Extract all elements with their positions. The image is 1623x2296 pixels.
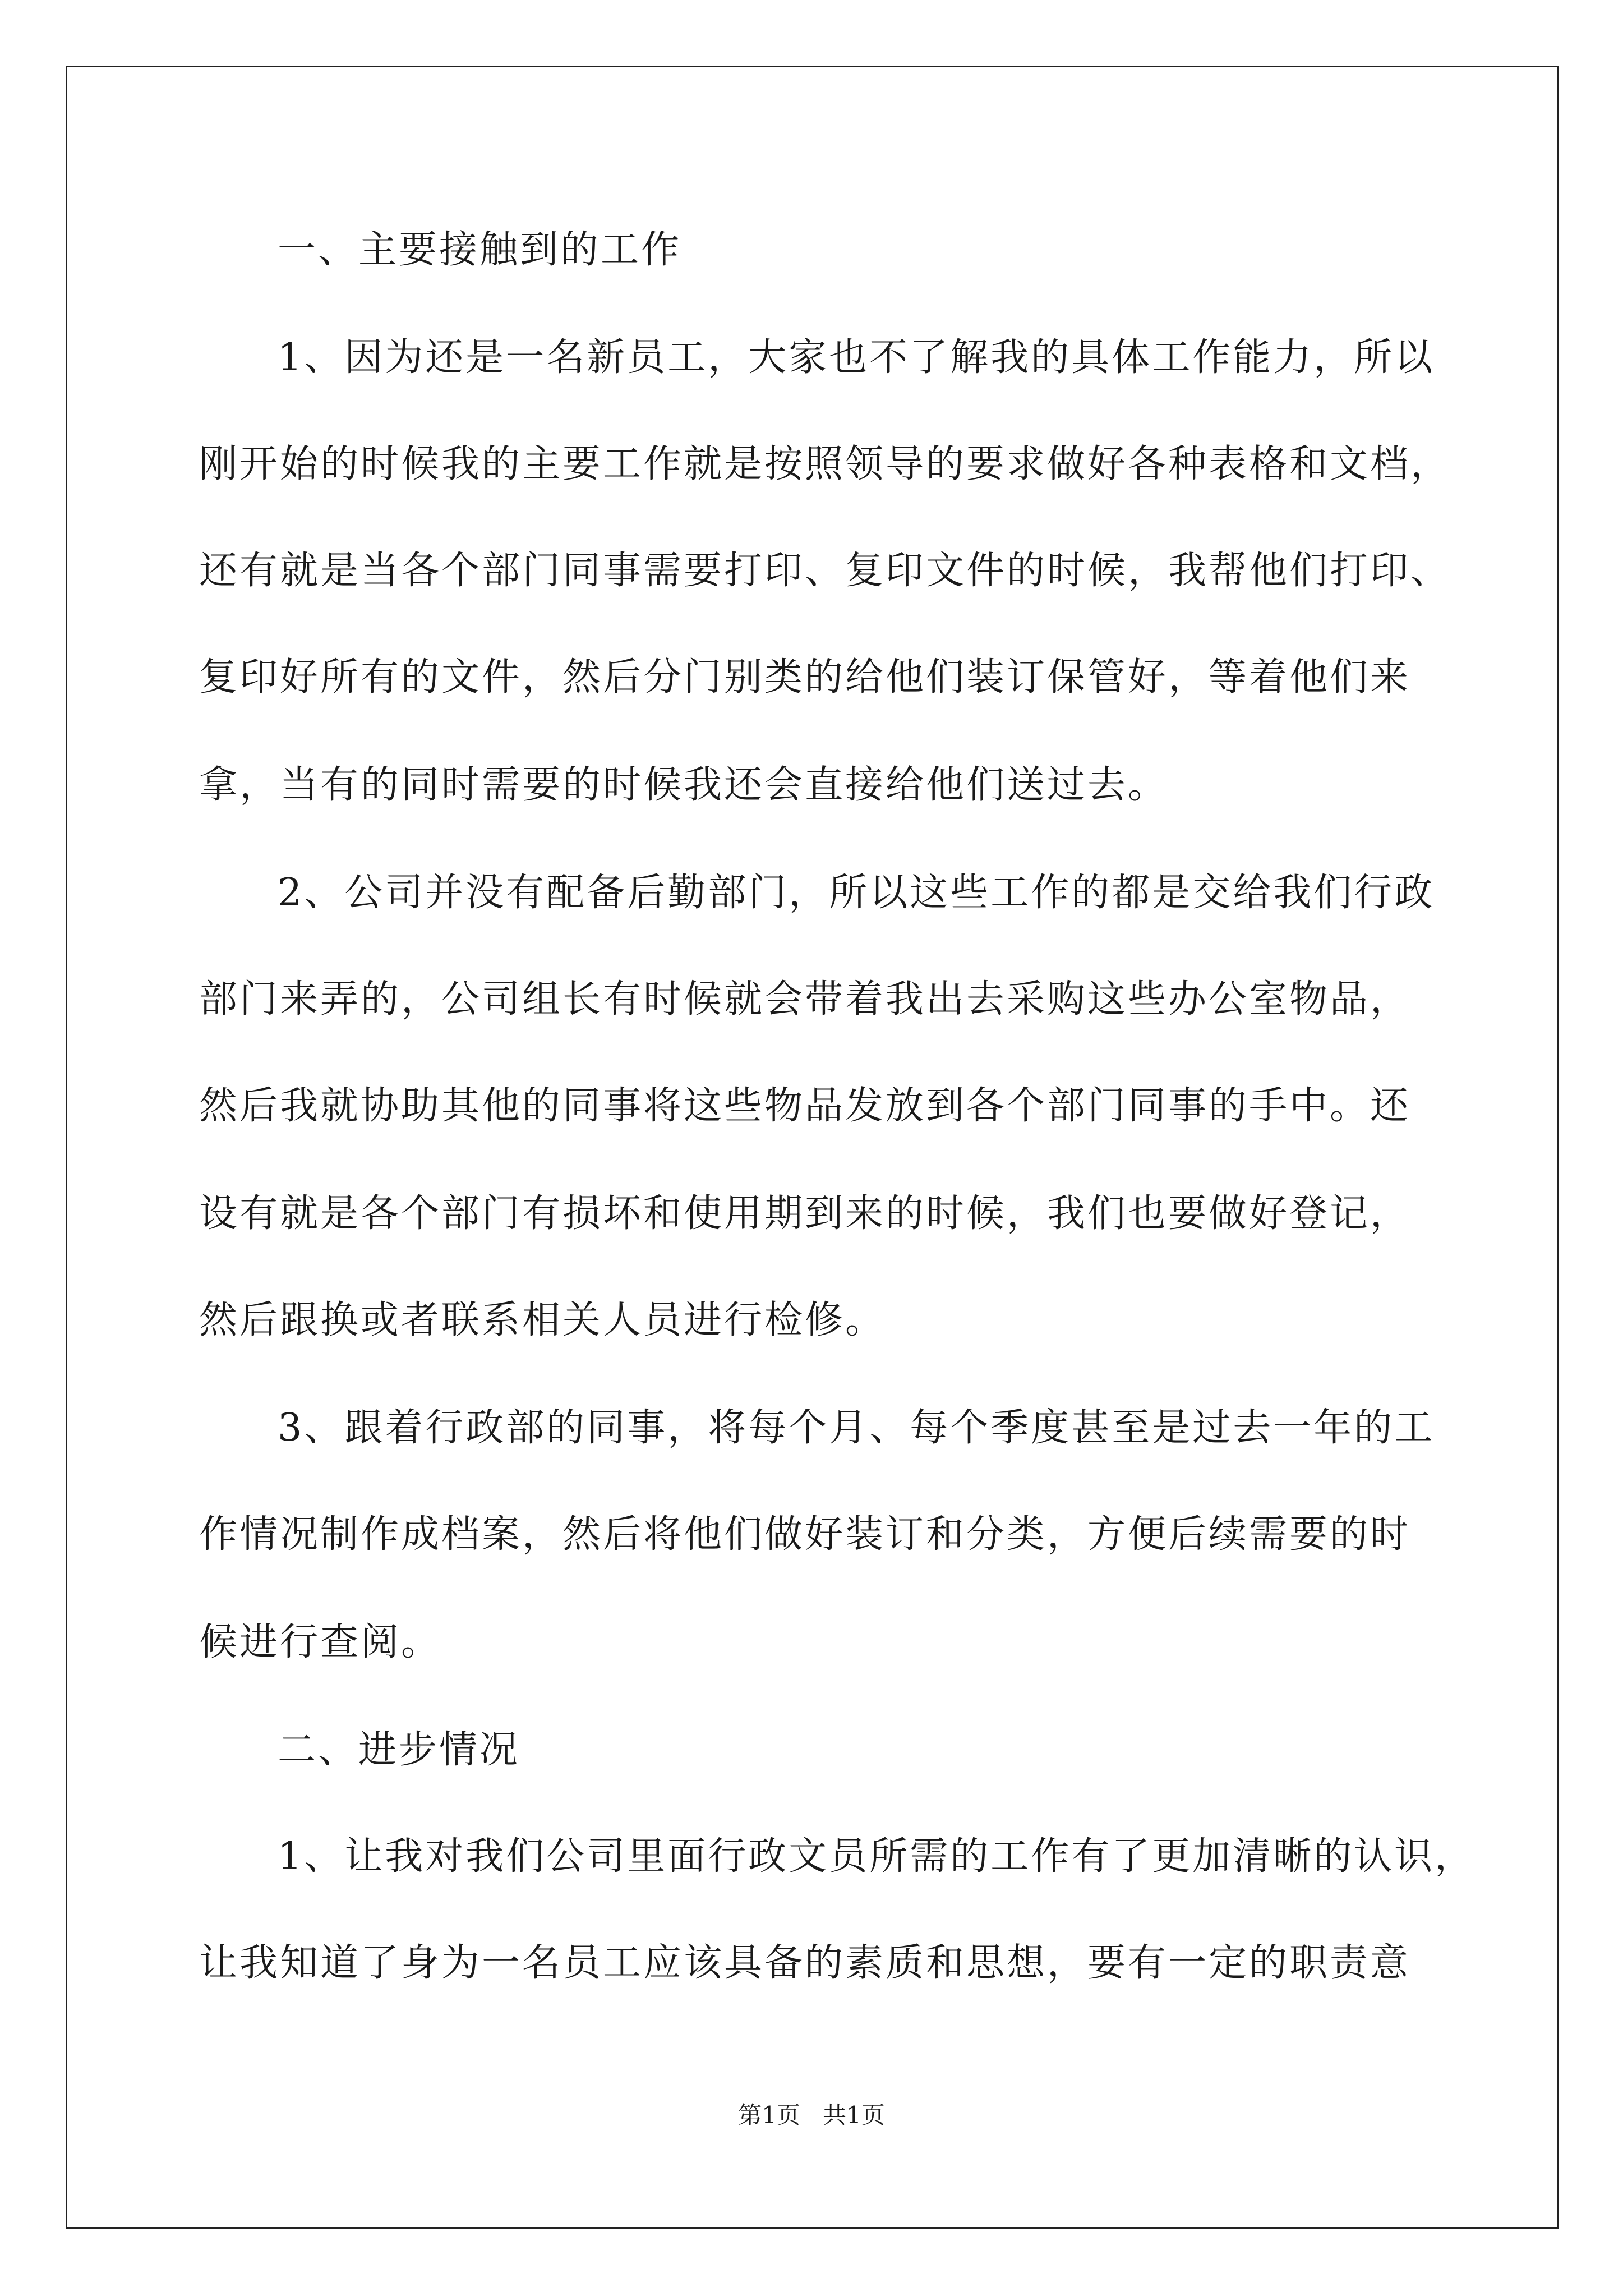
page-border xyxy=(66,66,1559,2229)
paragraph-3-line-2: 作情况制作成档案，然后将他们做好装订和分类，方便后续需要的时 xyxy=(199,1512,1411,1557)
paragraph-2-line-3: 然后我就协助其他的同事将这些物品发放到各个部门同事的手中。还 xyxy=(199,1084,1411,1128)
paragraph-2-line-1: 2、公司并没有配备后勤部门，所以这些工作的都是交给我们行政 xyxy=(278,871,1435,915)
paragraph-3-line-3: 候进行查阅。 xyxy=(199,1620,442,1664)
paragraph-3-line-1: 3、跟着行政部的同事，将每个月、每个季度甚至是过去一年的工 xyxy=(278,1406,1435,1450)
paragraph-2-line-4: 设有就是各个部门有损坏和使用期到来的时候，我们也要做好登记， xyxy=(199,1191,1411,1236)
paragraph-1-line-1: 1、因为还是一名新员工，大家也不了解我的具体工作能力，所以 xyxy=(278,335,1435,380)
paragraph-1-line-5: 拿，当有的同时需要的时候我还会直接给他们送过去。 xyxy=(199,763,1169,807)
paragraph-4-line-2: 让我知道了身为一名员工应该具备的素质和思想，要有一定的职责意 xyxy=(199,1941,1411,1985)
paragraph-4-line-1: 1、让我对我们公司里面行政文员所需的工作有了更加清晰的认识， xyxy=(278,1834,1476,1879)
paragraph-2-line-5: 然后跟换或者联系相关人员进行检修。 xyxy=(199,1298,886,1342)
paragraph-1-line-2: 刚开始的时候我的主要工作就是按照领导的要求做好各种表格和文档， xyxy=(199,442,1451,486)
paragraph-1-line-3: 还有就是当各个部门同事需要打印、复印文件的时候，我帮他们打印、 xyxy=(199,549,1451,593)
heading-main-work: 一、主要接触到的工作 xyxy=(278,228,682,272)
page-number-footer: 第1页 共1页 xyxy=(738,2101,885,2129)
paragraph-2-line-2: 部门来弄的，公司组长有时候就会带着我出去采购这些办公室物品， xyxy=(199,977,1411,1022)
paragraph-1-line-4: 复印好所有的文件，然后分门别类的给他们装订保管好，等着他们来 xyxy=(199,655,1411,700)
heading-progress: 二、进步情况 xyxy=(278,1728,520,1772)
